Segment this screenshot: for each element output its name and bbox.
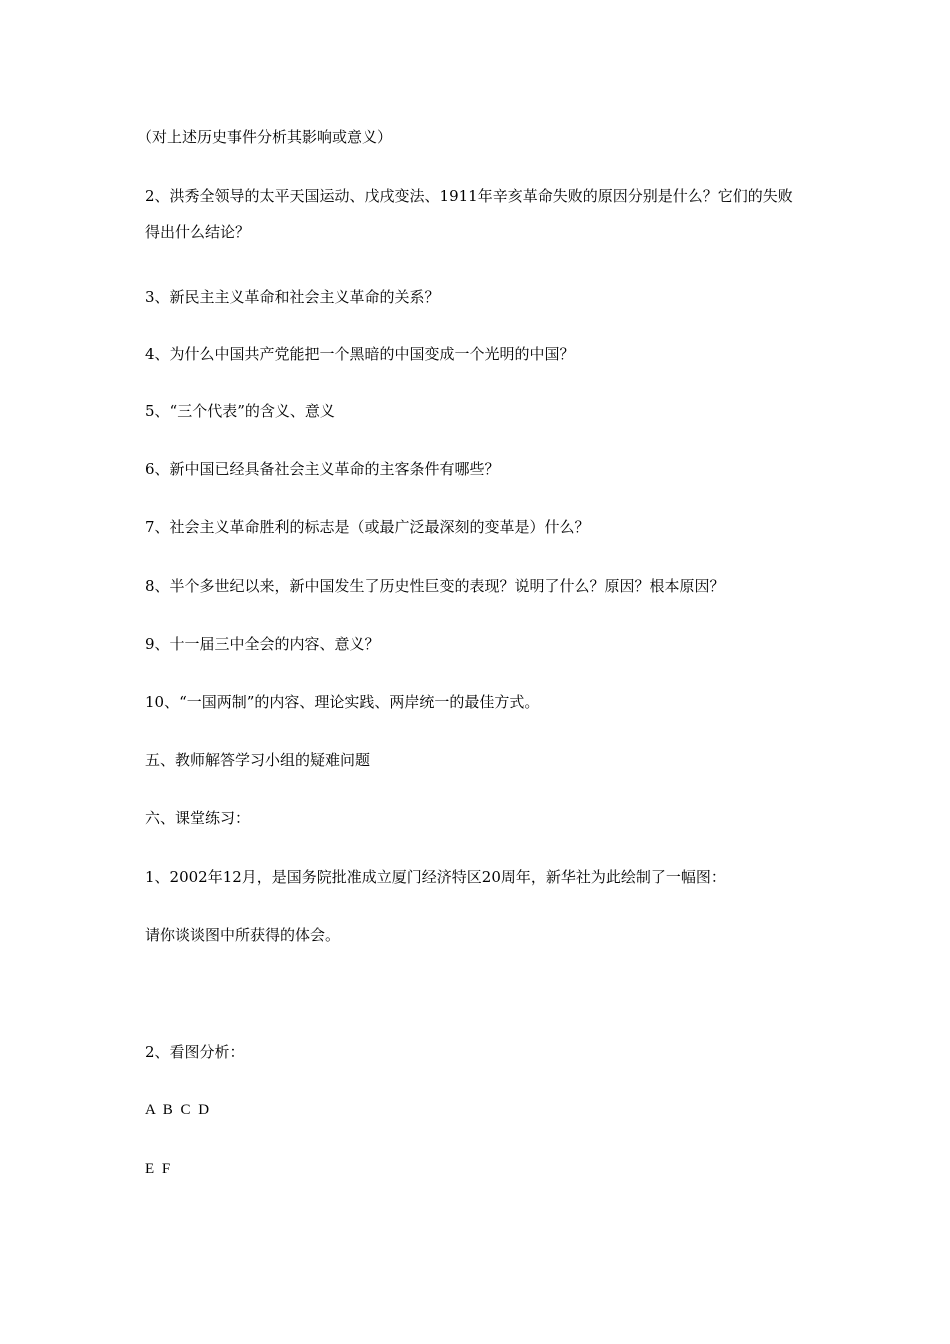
exercise-1: 1、2002年12月，是国务院批准成立厦门经济特区20周年，新华社为此绘制了一幅图： xyxy=(145,868,726,886)
question-7: 7、社会主义革命胜利的标志是（或最广泛最深刻的变革是）什么？ xyxy=(145,518,590,536)
question-2: 2、洪秀全领导的太平天国运动、戊戌变法、1911年辛亥革命失败的原因分别是什么？它们的失败得出什么结论？ xyxy=(145,187,793,241)
question-3: 3、新民主主义革命和社会主义革命的关系？ xyxy=(145,288,440,306)
question-8: 8、半个多世纪以来，新中国发生了历史性巨变的表现？说明了什么？原因？根本原因？ xyxy=(145,577,725,595)
section-5-heading: 五、教师解答学习小组的疑难问题 xyxy=(145,751,371,769)
exercise-2: 2、看图分析： xyxy=(145,1043,245,1061)
question-10: 10、“一国两制”的内容、理论实践、两岸统一的最佳方式。 xyxy=(145,693,540,711)
question-6: 6、新中国已经具备社会主义革命的主客条件有哪些？ xyxy=(145,460,500,478)
figure-labels-row-2: E F xyxy=(145,1161,173,1177)
question-5: 5、“三个代表”的含义、意义 xyxy=(145,402,335,420)
section-6-heading: 六、课堂练习： xyxy=(145,809,251,827)
figure-labels-row-1: A B C D xyxy=(145,1102,212,1118)
intro-note: （对上述历史事件分析其影响或意义） xyxy=(137,128,393,146)
exercise-1-prompt: 请你谈谈图中所获得的体会。 xyxy=(145,926,341,944)
question-9: 9、十一届三中全会的内容、意义？ xyxy=(145,635,380,653)
question-4: 4、为什么中国共产党能把一个黑暗的中国变成一个光明的中国？ xyxy=(145,345,575,363)
